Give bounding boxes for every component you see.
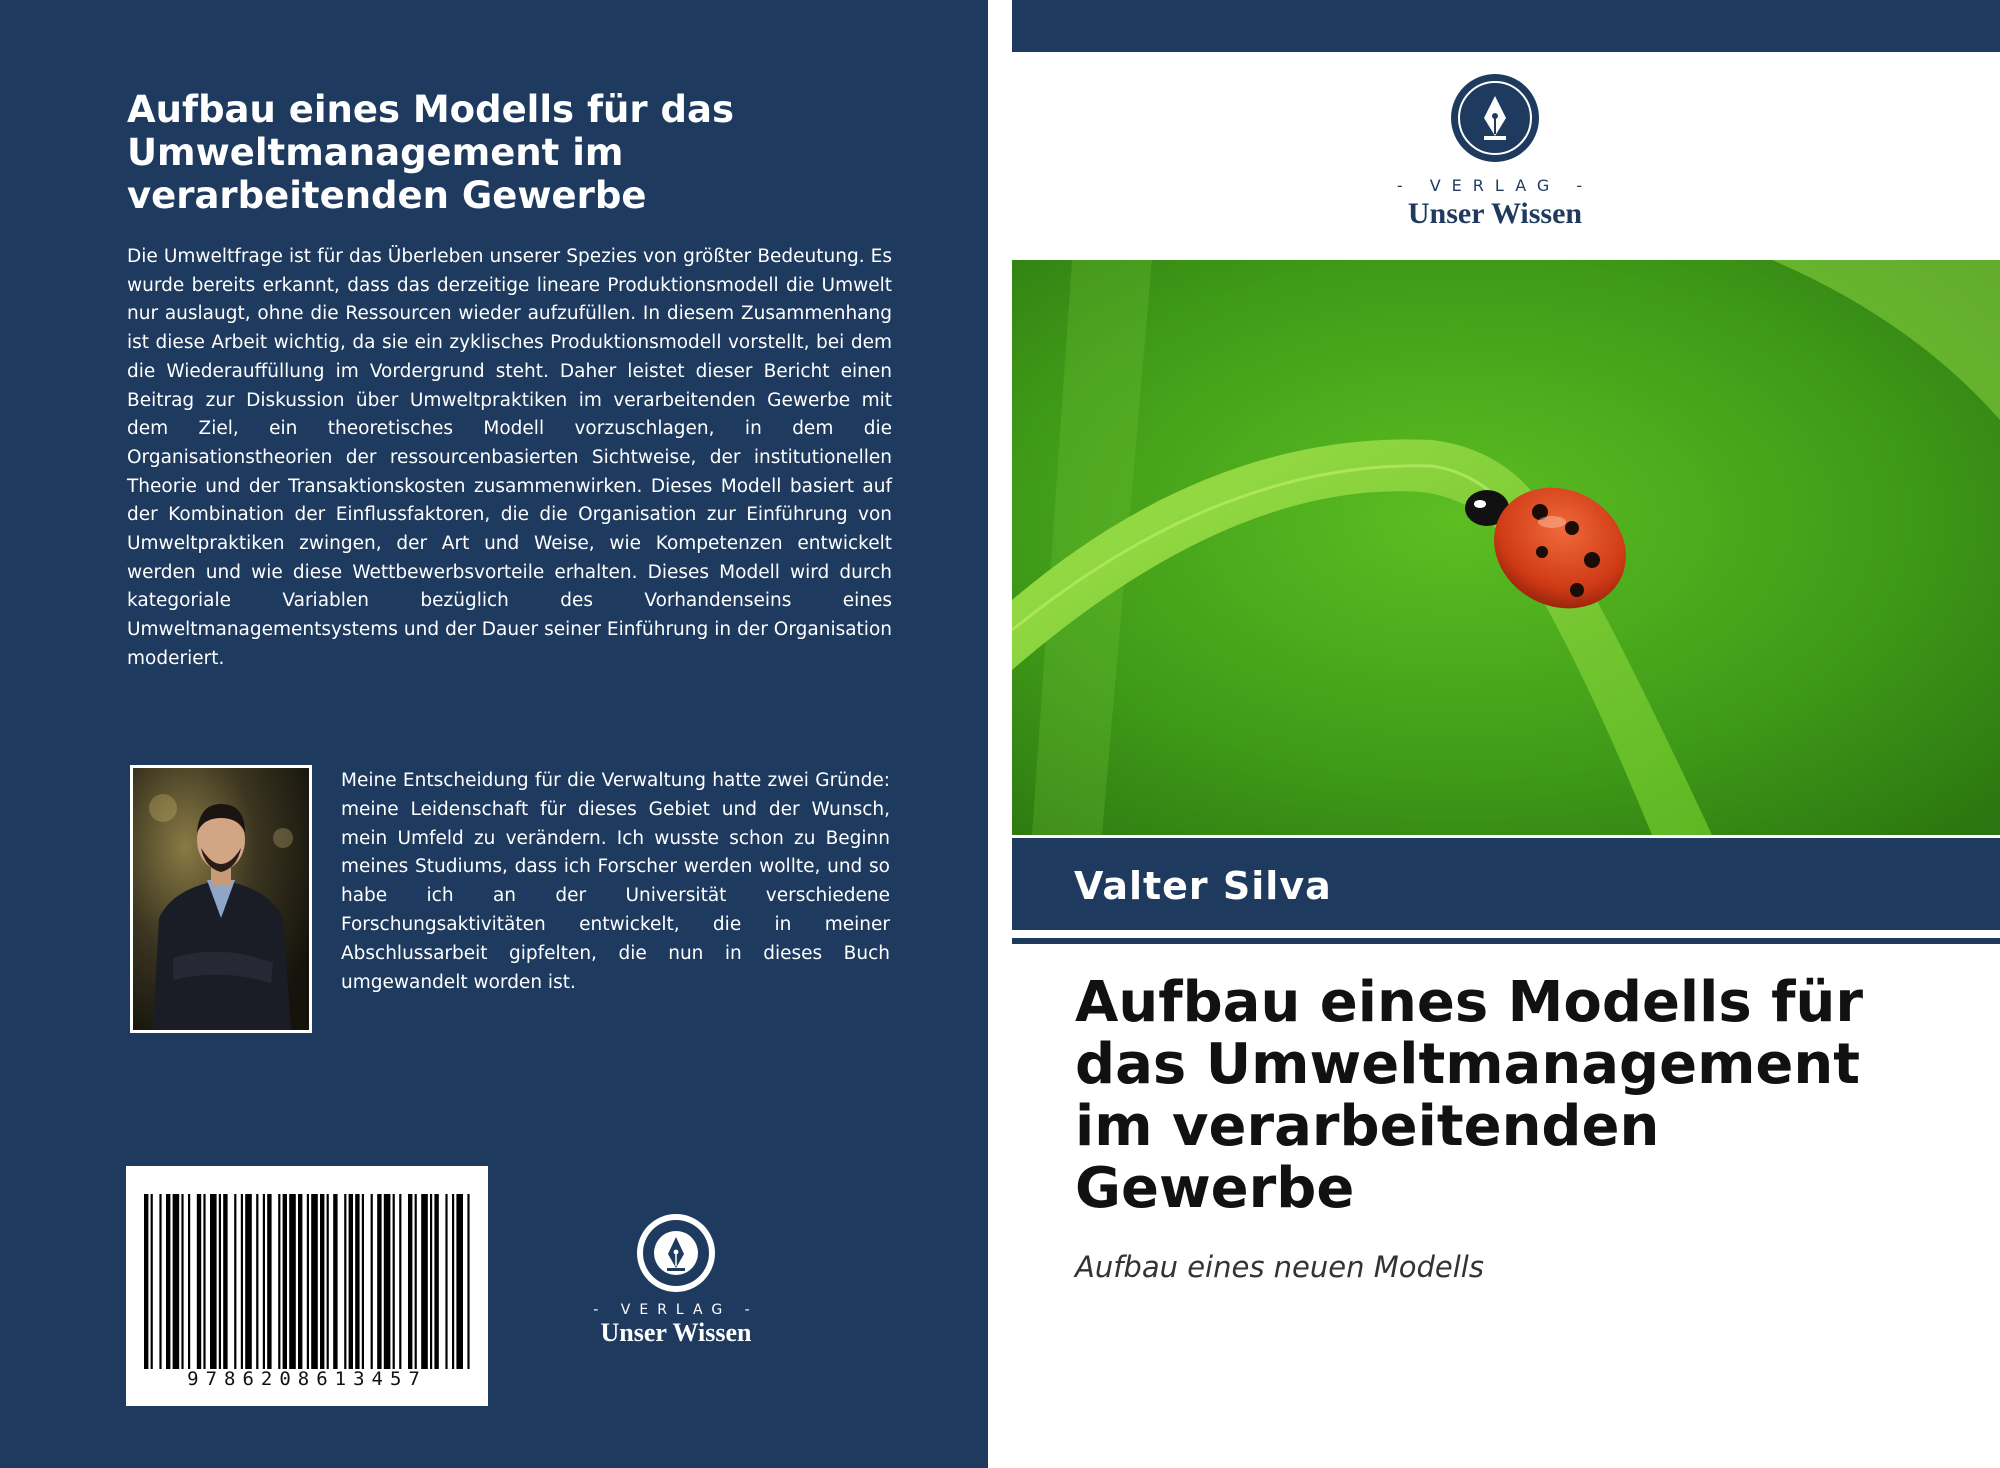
barcode-bars xyxy=(144,1194,470,1369)
front-top-bar xyxy=(1012,0,2000,52)
front-publisher-logo xyxy=(1380,72,1610,231)
ladybug-photo xyxy=(1012,260,2000,835)
front-cover-title: Aufbau eines Modells für das Umweltmanagement im verarbeitenden Gewerbe xyxy=(1075,970,1863,1221)
fountain-pen-nib-icon xyxy=(1449,72,1541,164)
author-portrait-photo xyxy=(130,765,312,1033)
front-publisher-verlag: - VERLAG - xyxy=(1396,176,1594,195)
back-cover-title: Aufbau eines Modells für das Umweltmanagement im verarbeitenden Gewerbe xyxy=(127,88,734,217)
back-cover-description: Die Umweltfrage ist für das Überleben unserer Spezies von größter Bedeutung. Es wurde bereits erkannt, dass das derzeitige lineare Produktionsmodell die Umwelt nur auslaugt, ohne die Ressourcen wieder aufzufüllen. In diesem Zusammenhang ist diese Arbeit wichtig, da sie ein zyklisches Produktionsmodell vorstellt, bei dem die Wiederauffüllung im Vordergrund steht. Daher leistet dieser Bericht einen Beitrag zur Diskussion über Umweltpraktiken im verarbeitenden Gewerbe mit dem Ziel, ein theoretisches Modell vorzuschlagen, in dem die Organisationstheorien der ressourcenbasierten Sichtweise, der institutionellen Theorie und der Transaktionskosten zusammenwirken. Dieses Modell basiert auf der Kombination der Einflussfaktoren, die die Organisation zur Einführung von Umweltpraktiken zwingen, der Art und Weise, wie Kompetenzen entwickelt werden und wie diese Wettbewerbsvorteile erhalten. Dieses Modell wird durch kategoriale Variablen bezüglich des Vorhandenseins eines Umweltmanagementsystems und der Dauer seiner Einführung in der Organisation moderiert. xyxy=(127,246,892,669)
isbn-number: 9786208613457 xyxy=(187,1368,427,1390)
back-publisher-verlag: - VERLAG - xyxy=(593,1302,759,1318)
back-publisher-logo xyxy=(576,1212,776,1348)
author-bio: Meine Entscheidung für die Verwaltung hatte zwei Gründe: meine Leidenschaft für dieses Gebiet und der Wunsch, mein Umfeld zu verändern. Ich wusste schon zu Beginn meines Studiums, dass ich Forscher werden wollte, und so habe ich an der Universität verschiedene Forschungsaktivitäten entwickelt, die in meiner Abschlussarbeit gipfelten, die nun in dieses Buch umgewandelt worden ist. xyxy=(341,770,890,993)
divider-rule xyxy=(1012,938,2000,944)
back-cover xyxy=(0,0,988,1468)
front-publisher-name: Unser Wissen xyxy=(1407,197,1583,230)
isbn-barcode xyxy=(126,1166,488,1406)
front-author-name: Valter Silva xyxy=(1074,864,1332,908)
fountain-pen-nib-icon xyxy=(635,1212,717,1294)
front-cover-subtitle: Aufbau eines neuen Modells xyxy=(1075,1250,1484,1284)
back-publisher-name: Unser Wissen xyxy=(600,1318,752,1347)
author-band xyxy=(1012,838,2000,930)
